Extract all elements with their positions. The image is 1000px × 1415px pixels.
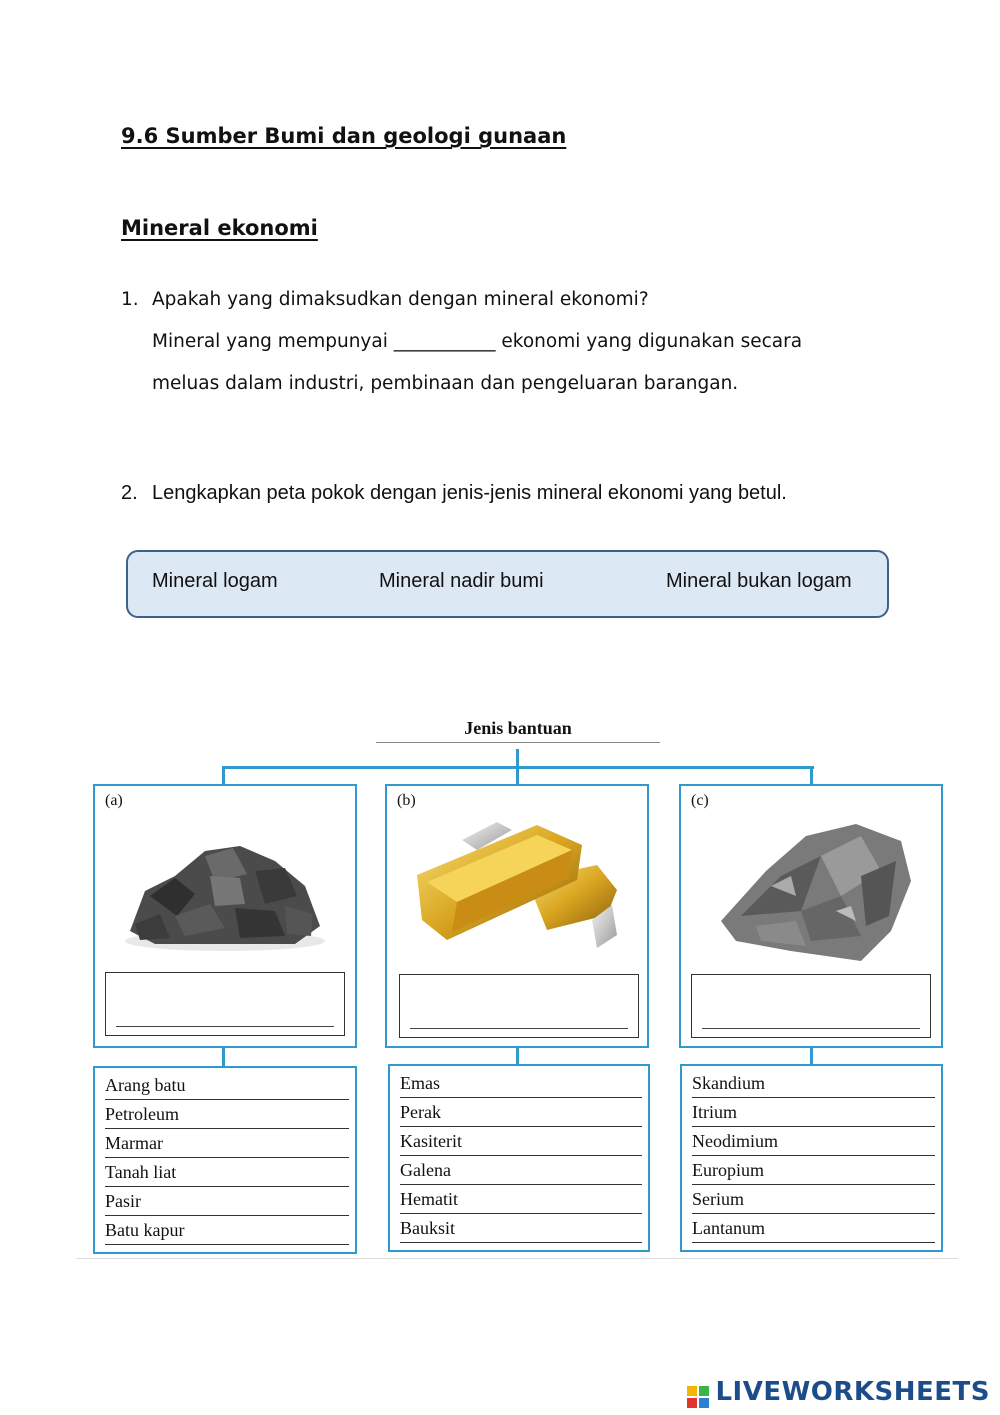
q2-number: 2. <box>121 482 138 504</box>
q1-number: 1. <box>121 289 139 310</box>
word-bank <box>126 550 889 618</box>
tree-title: Jenis bantuan <box>464 718 572 738</box>
q1-answer-start: Mineral yang mempunyai <box>152 331 388 352</box>
list-item: Petroleum <box>105 1100 349 1129</box>
answer-line <box>702 1028 920 1029</box>
q1-answer-end: ekonomi yang digunakan secara <box>501 331 803 352</box>
logo-text: LIVEWORKSHEETS <box>715 1377 990 1407</box>
tree-connector <box>810 766 813 785</box>
list-item: Marmar <box>105 1129 349 1158</box>
card-b <box>385 784 649 1048</box>
page-title: 9.6 Sumber Bumi dan geologi gunaan <box>121 124 567 148</box>
q2-text: Lengkapkan peta pokok dengan jenis-jenis mineral ekonomi yang betul. <box>152 482 787 504</box>
tree-connector <box>222 1048 225 1066</box>
section-subtitle: Mineral ekonomi <box>121 216 318 240</box>
list-item: Emas <box>400 1069 642 1098</box>
list-c <box>680 1064 943 1252</box>
coal-image <box>115 816 335 956</box>
list-item: Perak <box>400 1098 642 1127</box>
list-b <box>388 1064 650 1252</box>
mineral-rock-image <box>711 816 921 966</box>
q1-blank-input[interactable]: ___________ <box>393 331 496 352</box>
card-b-answer-box[interactable] <box>399 974 639 1038</box>
list-item: Galena <box>400 1156 642 1185</box>
tree-title-underline <box>376 742 660 743</box>
word-bank-item[interactable]: Mineral bukan logam <box>666 570 852 592</box>
list-item: Bauksit <box>400 1214 642 1243</box>
divider <box>76 1258 958 1259</box>
q1-answer-line2: meluas dalam industri, pembinaan dan pengeluaran barangan. <box>152 373 739 394</box>
list-item: Europium <box>692 1156 935 1185</box>
card-label: (b) <box>397 792 416 809</box>
card-label: (a) <box>105 792 123 809</box>
card-c-answer-box[interactable] <box>691 974 931 1038</box>
q1-question: Apakah yang dimaksudkan dengan mineral ekonomi? <box>152 289 649 310</box>
tree-connector <box>516 766 519 785</box>
logo-icon <box>687 1385 709 1407</box>
word-bank-item[interactable]: Mineral logam <box>152 570 278 592</box>
list-item: Serium <box>692 1185 935 1214</box>
liveworksheets-logo <box>715 1377 990 1407</box>
q1-answer-line1 <box>152 331 802 352</box>
card-a <box>93 784 357 1048</box>
list-item: Hematit <box>400 1185 642 1214</box>
answer-line <box>410 1028 628 1029</box>
list-item: Batu kapur <box>105 1216 349 1245</box>
word-bank-item[interactable]: Mineral nadir bumi <box>379 570 544 592</box>
list-item: Neodimium <box>692 1127 935 1156</box>
list-item: Pasir <box>105 1187 349 1216</box>
list-item: Itrium <box>692 1098 935 1127</box>
answer-line <box>116 1026 334 1027</box>
card-a-answer-box[interactable] <box>105 972 345 1036</box>
list-item: Skandium <box>692 1069 935 1098</box>
tree-connector <box>222 766 225 785</box>
card-label: (c) <box>691 792 709 809</box>
gold-bars-image <box>407 810 627 960</box>
list-a <box>93 1066 357 1254</box>
card-c <box>679 784 943 1048</box>
list-item: Lantanum <box>692 1214 935 1243</box>
list-item: Kasiterit <box>400 1127 642 1156</box>
list-item: Tanah liat <box>105 1158 349 1187</box>
list-item: Arang batu <box>105 1071 349 1100</box>
